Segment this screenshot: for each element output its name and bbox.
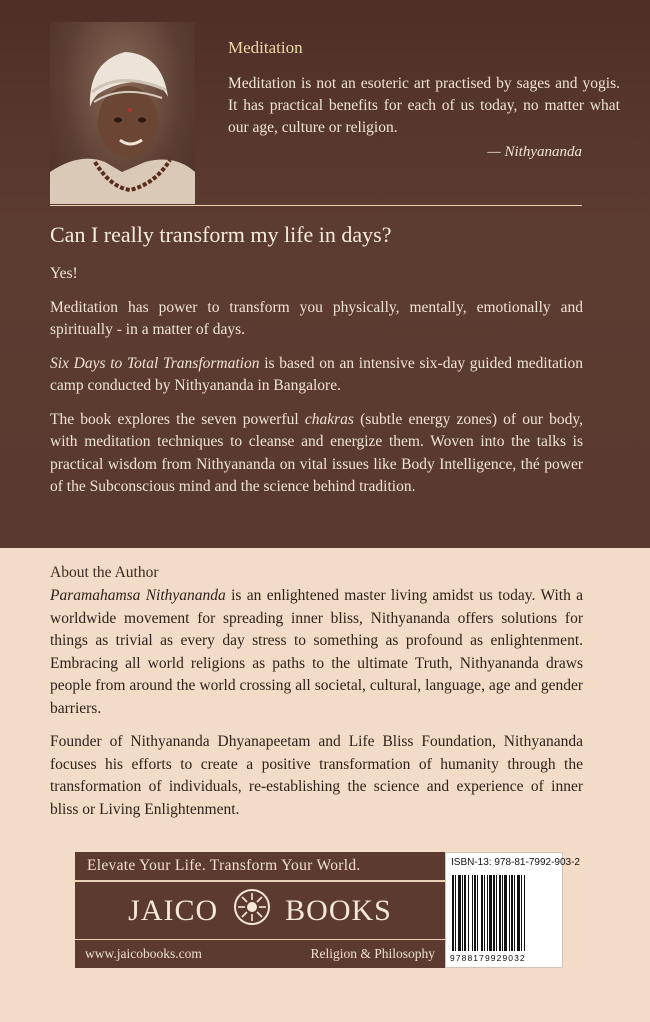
publisher-banner	[75, 852, 445, 968]
description-paragraph: The book explores the seven powerful chakras (subtle energy zones) of our body, with meditation techniques to cleanse and energize them. Woven into the talks is practical wisdom from Nithyananda on vital issues like Body Intelligence, thé power of the Subconscious mind and the science behind tradition.	[50, 410, 583, 495]
isbn-barcode-box	[445, 852, 580, 968]
barcode-bar	[472, 875, 473, 951]
book-title: Six Days to Total Transformation	[50, 354, 260, 372]
barcode-bar	[474, 875, 476, 951]
banner-rule	[75, 880, 445, 882]
publisher-website: www.jaicobooks.com	[85, 946, 202, 961]
about-paragraph: Founder of Nithyananda Dhyanapeetam and Life Bliss Foundation, Nithyananda focuses his efforts to create a positive transformation of humanity through the transformation of individuals, re-establishing the science and experience of inner bliss or Living Enlightenment.	[50, 733, 583, 818]
barcode-bar	[464, 875, 466, 951]
about-paragraph: Paramahamsa Nithyananda is an enlightened master living amidst us today. With a worldwide movement for spreading inner bliss, Nithyananda offers solutions for things as trivial as every day stress to something as profound as enlightenment. Embracing all world religions as paths to the ultimate Truth, Nithyananda draws people from around the world crossing all societal, cultural, language, age and gender barriers.	[50, 587, 584, 717]
barcode-bar	[489, 875, 492, 951]
barcode-bar	[504, 875, 507, 951]
barcode-bar	[509, 875, 510, 951]
author-portrait	[50, 22, 195, 204]
barcode-bar	[514, 875, 515, 951]
barcode-bar	[477, 875, 478, 951]
description	[50, 263, 583, 510]
barcode-bar	[484, 875, 485, 951]
barcode-bar	[487, 875, 488, 951]
barcode-bar	[462, 875, 463, 951]
quote-author: — Nithyananda	[487, 144, 582, 160]
description-paragraph: Yes!	[50, 265, 78, 282]
quote-body: Meditation is not an esoteric art practised by sages and yogis. It has practical benefits for each of us today, no matter what our age, culture or religion.	[228, 75, 620, 136]
publisher-name-left: JAICO	[128, 894, 219, 927]
about-heading: About the Author	[50, 564, 159, 581]
barcode-bar	[524, 875, 525, 951]
barcode-bar	[493, 875, 495, 951]
banner-rule	[75, 939, 445, 940]
quote-title: Meditation	[228, 38, 303, 57]
description-paragraph: Six Days to Total Transformation is based on an intensive six-day guided meditation camp conducted by Nithyananda in Bangalore.	[50, 354, 583, 394]
publisher-slogan: Elevate Your Life. Transform Your World.	[87, 857, 361, 874]
headline: Can I really transform my life in days?	[50, 222, 392, 247]
section-divider	[50, 205, 582, 206]
lower-panel	[0, 548, 650, 1022]
barcode-bar	[496, 875, 497, 951]
barcode-bar	[511, 875, 513, 951]
chakras-term: chakras	[304, 410, 354, 428]
barcode-bar	[452, 875, 454, 951]
isbn-label: ISBN-13: 978-81-7992-903-2	[451, 857, 580, 868]
sun-logo-icon	[233, 888, 271, 934]
barcode-bar	[521, 875, 522, 951]
barcode	[452, 875, 558, 951]
author-name: Paramahamsa Nithyananda	[50, 587, 226, 604]
description-paragraph: Meditation has power to transform you physically, mentally, emotionally and spiritually - in a matter of days.	[50, 298, 583, 338]
book-category: Religion & Philosophy	[310, 946, 435, 961]
barcode-bar	[481, 875, 483, 951]
barcode-bar	[468, 875, 469, 951]
barcode-number: 9788179929032	[450, 953, 526, 963]
barcode-bar	[499, 875, 501, 951]
publisher-name-right: BOOKS	[285, 894, 392, 927]
barcode-bar	[517, 875, 520, 951]
publisher-logo	[75, 888, 445, 934]
barcode-bar	[455, 875, 456, 951]
barcode-bar	[502, 875, 503, 951]
about-text	[50, 585, 583, 832]
barcode-bar	[458, 875, 461, 951]
